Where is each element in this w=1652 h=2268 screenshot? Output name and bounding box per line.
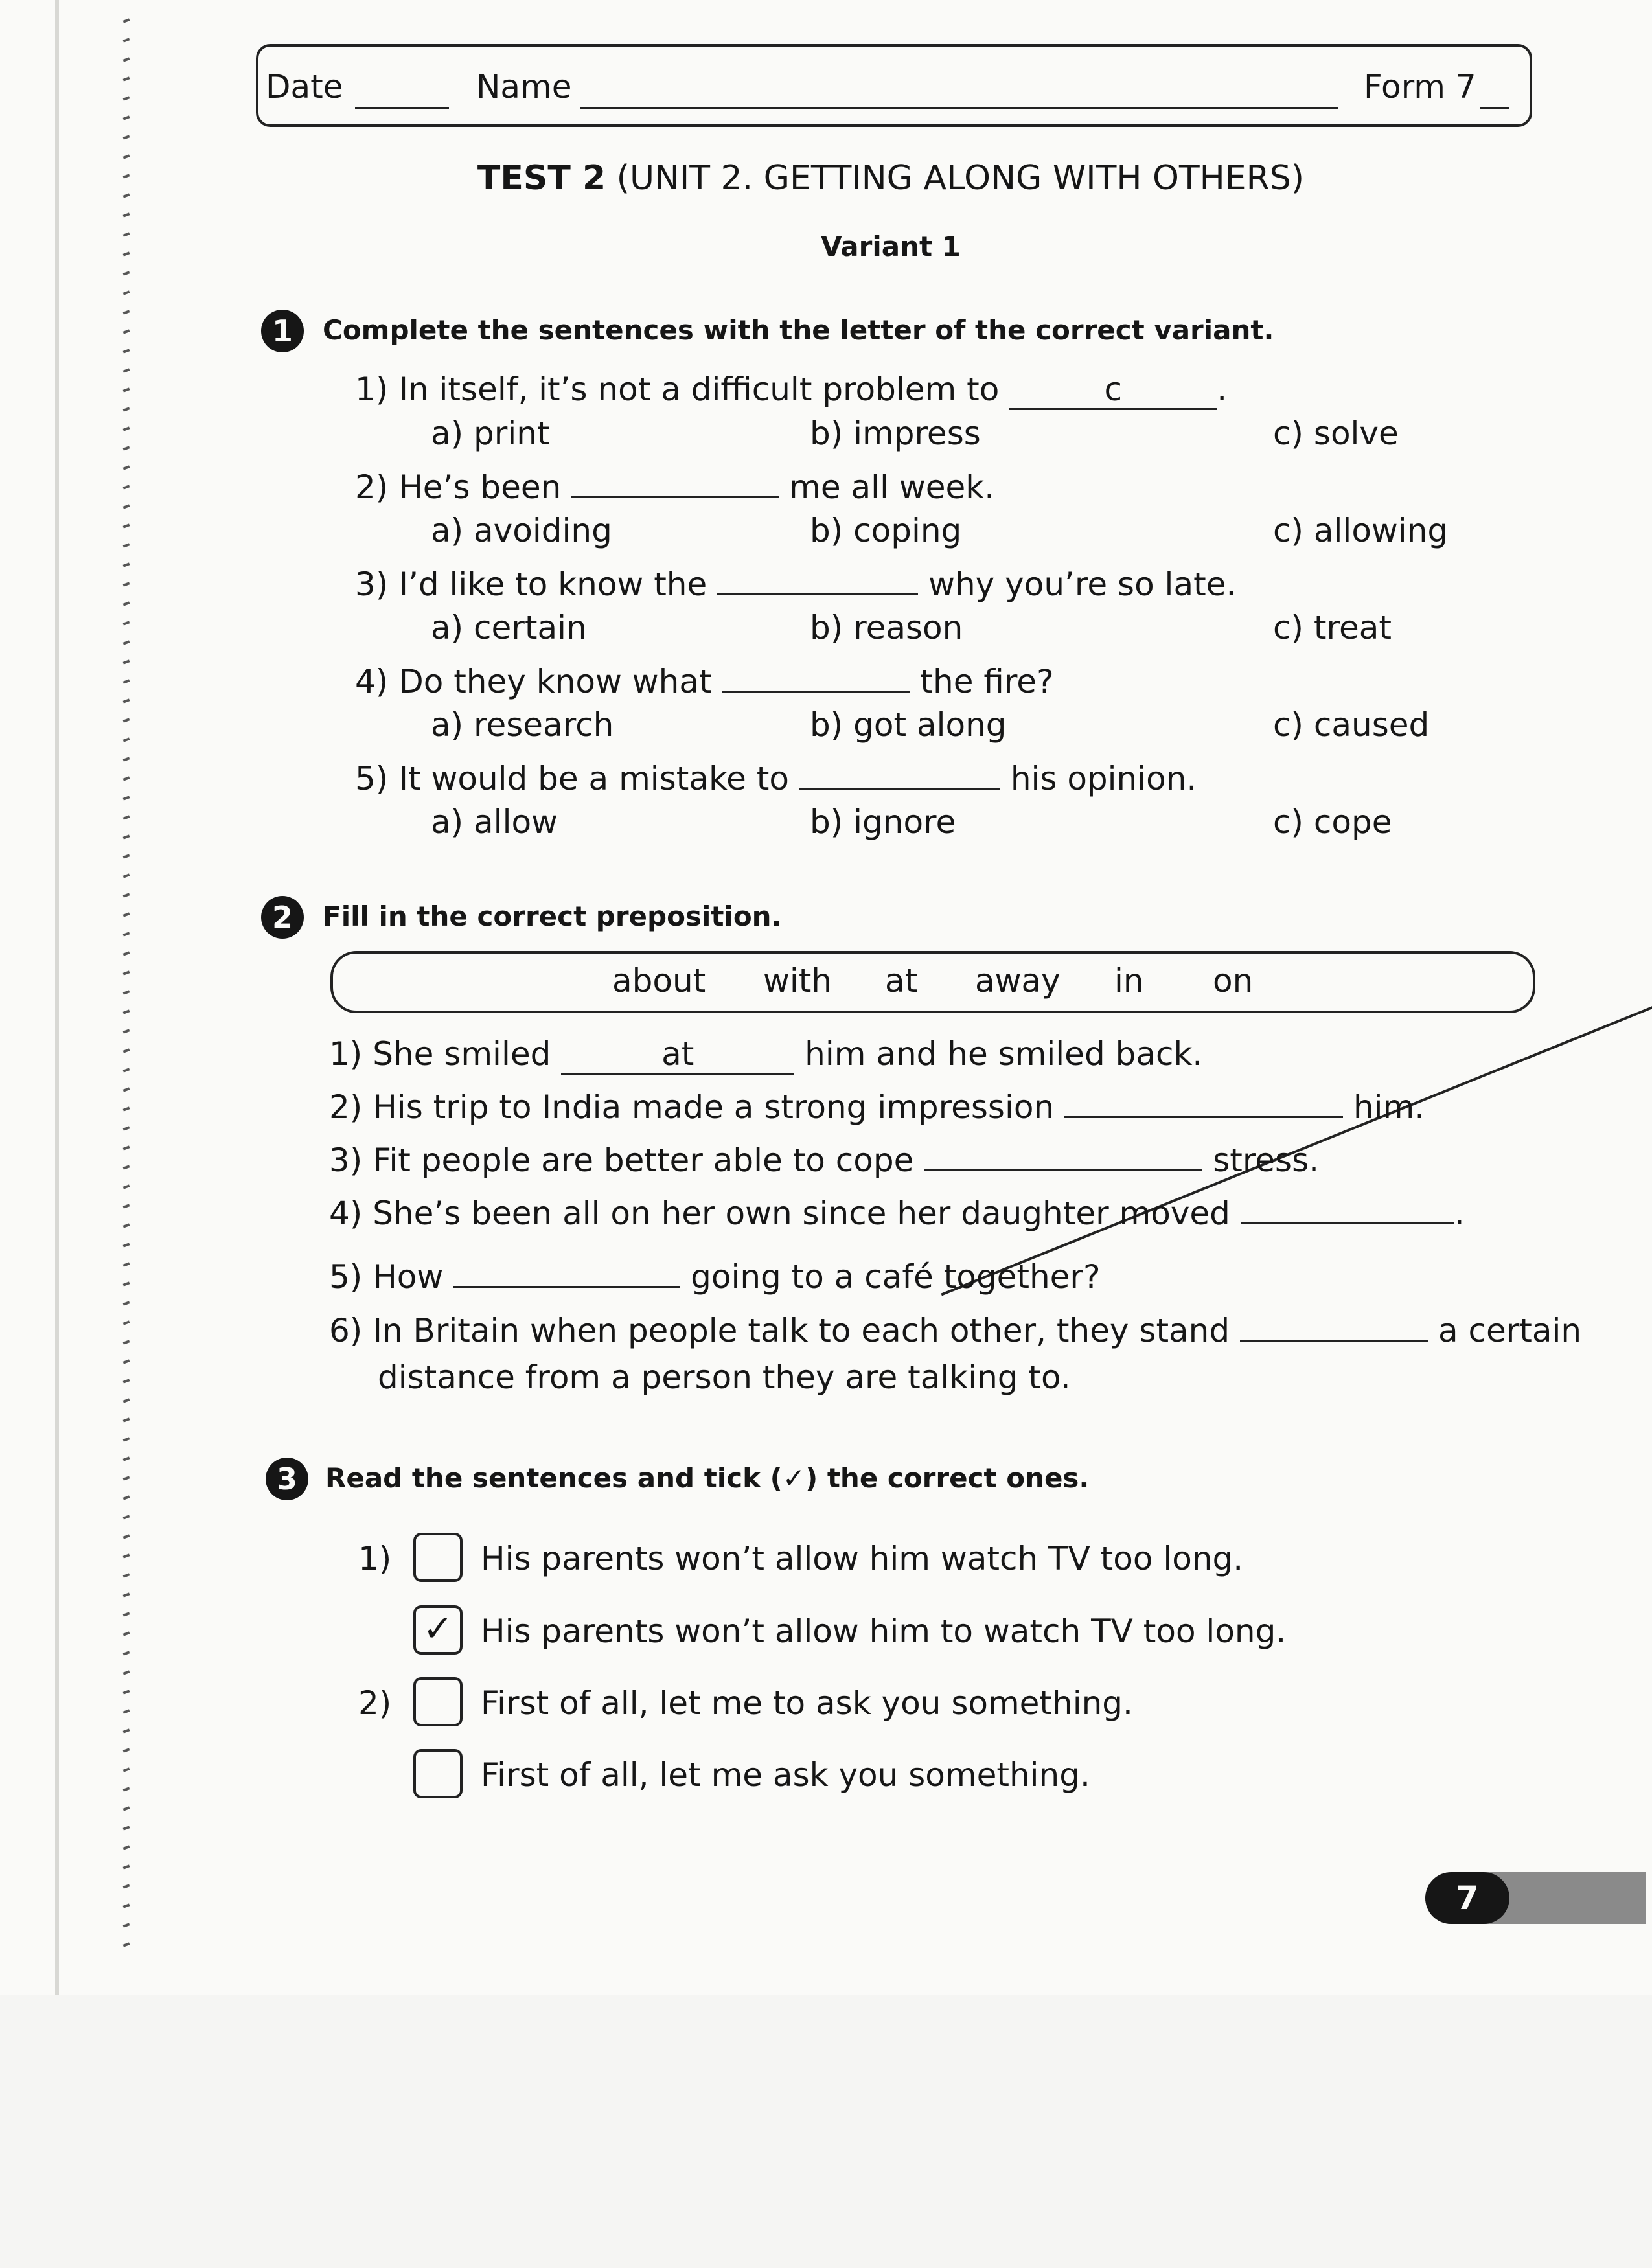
perforation-tick [123,1573,130,1577]
task-1-item-3-option-a: a) certain [431,609,587,647]
task-1-item-2: 2) He’s been me all week. [355,468,995,506]
perforation-tick [123,1903,130,1908]
perforation-tick [123,1379,130,1383]
perforation-tick [123,718,130,722]
task-2-item-4-answer[interactable] [1241,1222,1454,1224]
perforation-tick [123,1184,130,1189]
task-1-item-5-option-c: c) cope [1273,803,1392,841]
perforation-tick [123,368,130,372]
task-3-pair-2-checkbox-1[interactable] [413,1677,463,1726]
perforation-tick [123,96,130,100]
task-1-item-3-option-b: b) reason [810,609,963,647]
perforation-tick [123,465,130,470]
perforation-tick [123,1923,130,1927]
scan-margin [0,1995,1652,2268]
perforation-tick [123,601,130,606]
task-2-item-6-answer[interactable] [1240,1340,1428,1342]
perforation-tick [123,76,130,81]
binding-edge [55,0,59,1995]
perforation-tick [123,815,130,819]
task-1-item-1-answer[interactable]: c [1009,371,1217,410]
task-3-pair-2-number: 2) [358,1684,392,1722]
perforation-tick [123,562,130,567]
perforation-tick [123,1495,130,1500]
task-2-number-badge: 2 [261,896,304,939]
perforation-tick [123,1301,130,1305]
perforation-tick [123,271,130,275]
word-bank-in: in [1114,962,1144,1000]
task-2-item-5-answer[interactable] [453,1286,680,1288]
task-1-item-1-option-c: c) solve [1273,415,1399,452]
perforation-tick [123,1942,130,1947]
task-3-pair-2-checkbox-2[interactable] [413,1749,463,1798]
task-2-item-3: 3) Fit people are better able to cope stress. [329,1141,1320,1179]
perforation-tick [123,1592,130,1597]
perforation-tick [123,582,130,586]
word-bank-at-crossed-out: at [885,962,1652,1000]
perforation-tick [123,329,130,334]
task-3-pair-1-number: 1) [358,1540,392,1577]
name-label: Name [476,68,572,106]
task-1-instruction: Complete the sentences with the letter of the correct variant. [323,314,1274,346]
perforation-tick [123,1864,130,1869]
task-1-item-4: 4) Do they know what the fire? [355,663,1054,700]
perforation-tick [123,679,130,683]
perforation-tick [123,1340,130,1344]
perforation-tick [123,1068,130,1072]
task-1-item-2-option-c: c) allowing [1273,512,1449,549]
perforation-tick [123,659,130,664]
perforation-tick [123,834,130,839]
word-bank-away: away [975,962,1061,1000]
perforation-tick [123,57,130,62]
perforation-tick [123,1767,130,1772]
date-field[interactable] [355,107,449,109]
task-1-item-5-option-a: a) allow [431,803,558,841]
word-bank-about: about [612,962,706,1000]
perforation-tick [123,407,130,411]
perforation-tick [123,1417,130,1422]
perforation-tick [123,1845,130,1850]
perforation-tick [123,1087,130,1092]
task-1-item-1-option-b: b) impress [810,415,981,452]
perforation-tick [123,1281,130,1286]
perforation-tick [123,621,130,625]
task-2-item-6-continuation: distance from a person they are talking to. [378,1358,1071,1396]
task-1-item-3: 3) I’d like to know the why you’re so late. [355,566,1237,603]
task-1-item-3-option-c: c) treat [1273,609,1392,647]
task-2-item-1-answer[interactable]: at [561,1035,794,1075]
task-1-item-5-option-b: b) ignore [810,803,956,841]
perforation-tick [123,504,130,509]
perforation-tick [123,1456,130,1461]
perforation-tick [123,1204,130,1208]
perforation-marks [123,19,132,1963]
variant-label: Variant 1 [821,231,961,262]
task-3-instruction: Read the sentences and tick (✓) the correct ones. [325,1462,1090,1494]
perforation-tick [123,776,130,781]
perforation-tick [123,1145,130,1150]
perforation-tick [123,854,130,858]
task-3-pair-1-sentence-2: His parents won’t allow him to watch TV too long. [481,1612,1287,1650]
perforation-tick [123,1728,130,1733]
perforation-tick [123,970,130,975]
perforation-tick [123,1670,130,1675]
perforation-tick [123,1106,130,1111]
perforation-tick [123,1787,130,1791]
perforation-tick [123,757,130,761]
task-2-item-4: 4) She’s been all on her own since her daughter moved . [329,1195,1465,1232]
perforation-tick [123,1126,130,1130]
task-2-item-2-answer[interactable] [1064,1116,1343,1118]
perforation-tick [123,1359,130,1364]
page-number: 7 [1425,1872,1509,1924]
task-1-number-badge: 1 [261,310,304,352]
perforation-tick [123,1884,130,1888]
test-title: TEST 2 (UNIT 2. GETTING ALONG WITH OTHERS) [477,159,1305,198]
perforation-tick [123,290,130,295]
perforation-tick [123,310,130,314]
task-3-pair-1-checkbox-1[interactable] [413,1533,463,1582]
perforation-tick [123,912,130,917]
perforation-tick [123,1243,130,1247]
perforation-tick [123,1806,130,1811]
perforation-tick [123,349,130,353]
perforation-tick [123,1165,130,1169]
task-1-item-5-answer[interactable] [799,788,1000,790]
perforation-tick [123,951,130,956]
perforation-tick [123,1437,130,1441]
task-3-number-badge: 3 [266,1458,308,1500]
perforation-tick [123,1631,130,1636]
perforation-tick [123,1262,130,1266]
name-field[interactable] [580,107,1338,109]
perforation-tick [123,1709,130,1713]
perforation-tick [123,446,130,450]
perforation-tick [123,135,130,139]
perforation-tick [123,115,130,120]
task-2-item-5: 5) How going to a café together? [329,1258,1101,1296]
header-box [256,44,1532,127]
perforation-tick [123,1398,130,1403]
task-2-item-3-answer[interactable] [924,1169,1202,1171]
perforation-tick [123,212,130,217]
perforation-tick [123,1320,130,1325]
task-3-pair-2-sentence-1: First of all, let me to ask you something. [481,1684,1133,1722]
perforation-tick [123,1534,130,1539]
perforation-tick [123,38,130,42]
perforation-tick [123,1048,130,1053]
perforation-tick [123,1009,130,1014]
perforation-tick [123,387,130,392]
task-2-item-6: 6) In Britain when people talk to each other, they stand a certain [329,1312,1582,1349]
task-2-item-2: 2) His trip to India made a strong impression him. [329,1088,1425,1126]
perforation-tick [123,737,130,742]
task-1-item-2-option-b: b) coping [810,512,962,549]
perforation-tick [123,426,130,431]
perforation-tick [123,1223,130,1228]
task-3-pair-1-sentence-1: His parents won’t allow him watch TV too long. [481,1540,1244,1577]
word-bank-with: with [763,962,832,1000]
form-label: Form 7 [1364,68,1476,106]
task-1-item-5: 5) It would be a mistake to his opinion. [355,760,1197,797]
perforation-tick [123,893,130,897]
task-1-item-2-option-a: a) avoiding [431,512,612,549]
perforation-tick [123,485,130,489]
task-1-item-1-option-a: a) print [431,415,550,452]
perforation-tick [123,1476,130,1480]
task-3-pair-1-checkbox-2[interactable]: ✓ [413,1605,463,1655]
task-1-item-4-answer[interactable] [722,691,910,693]
task-2-item-1: 1) She smiled at him and he smiled back. [329,1035,1202,1075]
perforation-tick [123,1748,130,1752]
task-1-item-4-option-c: c) caused [1273,706,1430,744]
task-1-item-4-option-a: a) research [431,706,614,744]
perforation-tick [123,1553,130,1558]
perforation-tick [123,543,130,547]
task-1-item-3-answer[interactable] [717,593,918,595]
task-2-instruction: Fill in the correct preposition. [323,900,782,932]
word-bank-on: on [1213,962,1254,1000]
task-1-item-1: 1) In itself, it’s not a difficult problem to c . [355,371,1227,410]
perforation-tick [123,1029,130,1033]
perforation-tick [123,1612,130,1616]
task-1-item-4-option-b: b) got along [810,706,1007,744]
task-1-item-2-answer[interactable] [571,496,779,498]
perforation-tick [123,873,130,878]
perforation-tick [123,523,130,528]
task-3-pair-2-sentence-2: First of all, let me ask you something. [481,1756,1090,1794]
perforation-tick [123,796,130,800]
perforation-tick [123,18,130,23]
form-field[interactable] [1480,107,1509,109]
perforation-tick [123,1651,130,1655]
perforation-tick [123,698,130,703]
perforation-tick [123,932,130,936]
date-label: Date [266,68,343,106]
perforation-tick [123,1515,130,1519]
perforation-tick [123,1690,130,1694]
perforation-tick [123,640,130,645]
perforation-tick [123,990,130,994]
perforation-tick [123,1826,130,1830]
